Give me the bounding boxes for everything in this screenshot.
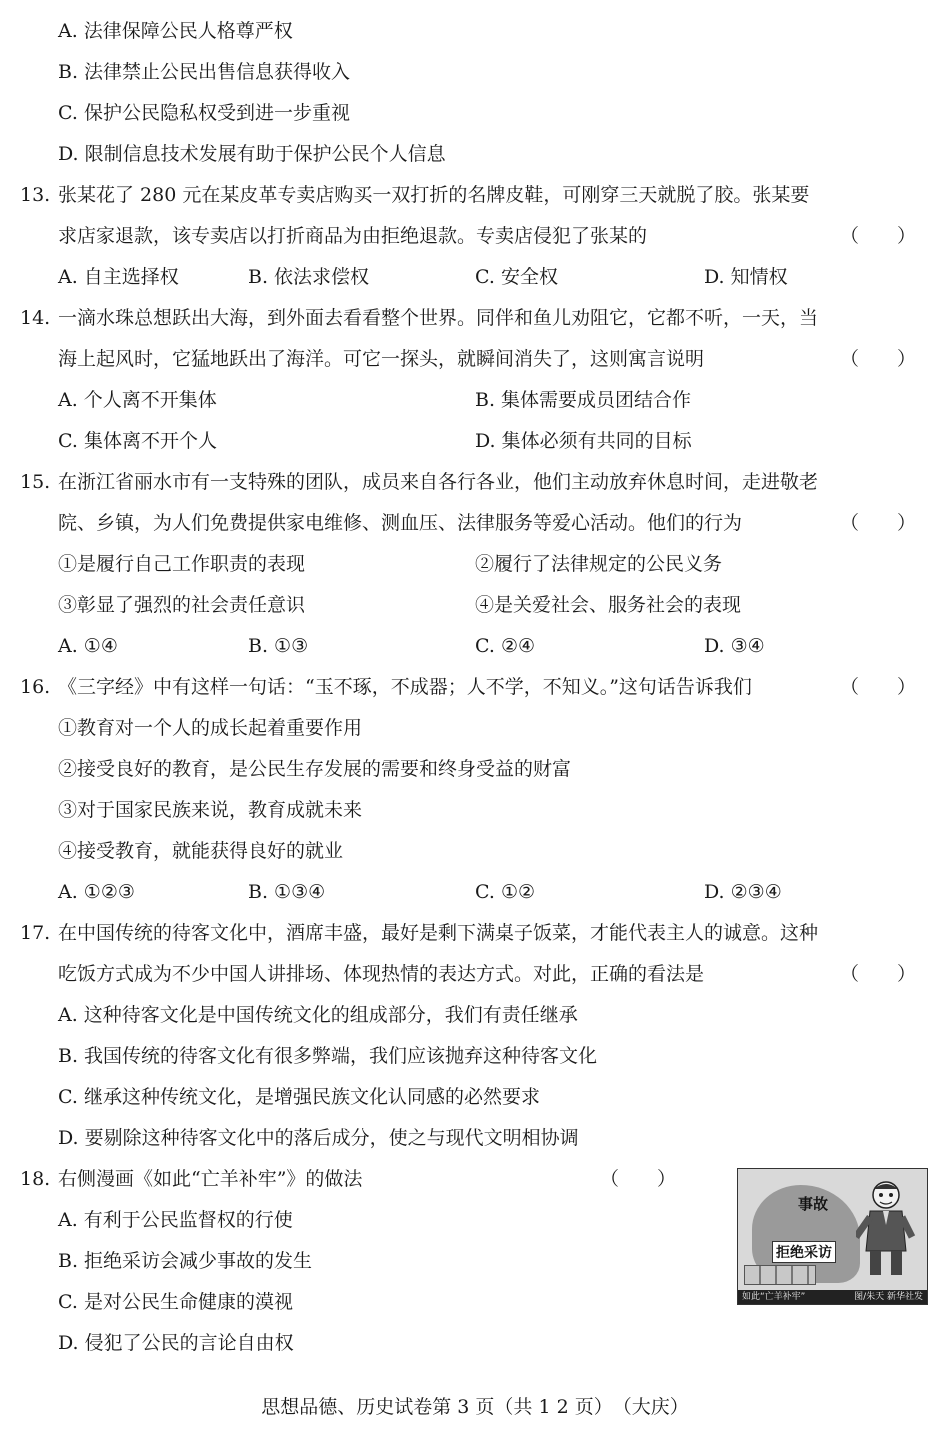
- q15-option-c: C. ②④: [475, 635, 536, 657]
- q16-statement-3: ③对于国家民族来说，教育成就未来: [58, 799, 363, 821]
- q13-option-d: D. 知情权: [704, 266, 788, 288]
- cartoon-caption-bar: [738, 1290, 927, 1304]
- q17-option-b: B. 我国传统的待客文化有很多弊端，我们应该抛弃这种待客文化: [58, 1045, 598, 1067]
- q17-option-d: D. 要剔除这种待客文化中的落后成分，使之与现代文明相协调: [58, 1127, 579, 1149]
- q18-option-b: B. 拒绝采访会减少事故的发生: [58, 1250, 313, 1272]
- q13-number: 13.: [20, 184, 51, 206]
- q14-answer-paren: （ ）: [840, 348, 917, 370]
- q18-option-c: C. 是对公民生命健康的漠视: [58, 1291, 293, 1313]
- q15-stem-line2: 院、乡镇，为人们免费提供家电维修、测血压、法律服务等爱心活动。他们的行为: [58, 512, 743, 534]
- q13-stem-line2: 求店家退款，该专卖店以打折商品为由拒绝退款。专卖店侵犯了张某的: [58, 225, 648, 247]
- q17-option-c: C. 继承这种传统文化，是增强民族文化认同感的必然要求: [58, 1086, 540, 1108]
- cartoon-label-accident: 事故: [798, 1195, 829, 1213]
- q13-option-c: C. 安全权: [475, 266, 558, 288]
- q15-option-b: B. ①③: [248, 635, 309, 657]
- q18-option-a: A. 有利于公民监督权的行使: [58, 1209, 293, 1231]
- q16-option-b: B. ①③④: [248, 881, 326, 903]
- q13-option-a: A. 自主选择权: [58, 266, 179, 288]
- q14-option-b: B. 集体需要成员团结合作: [475, 389, 692, 411]
- q17-number: 17.: [20, 922, 51, 944]
- q14-option-a: A. 个人离不开集体: [58, 389, 217, 411]
- q14-stem-line2: 海上起风时，它猛地跃出了海洋。可它一探头，就瞬间消失了，这则寓言说明: [58, 348, 705, 370]
- q12-option-d: D. 限制信息技术发展有助于保护公民个人信息: [58, 143, 446, 165]
- q18-number: 18.: [20, 1168, 51, 1190]
- q14-option-c: C. 集体离不开个人: [58, 430, 217, 452]
- q16-statement-1: ①教育对一个人的成长起着重要作用: [58, 717, 363, 739]
- cartoon-image: [737, 1168, 928, 1305]
- q15-option-d: D. ③④: [704, 635, 765, 657]
- q15-statement-4: ④是关爱社会、服务社会的表现: [475, 594, 742, 616]
- q15-statement-3: ③彰显了强烈的社会责任意识: [58, 594, 306, 616]
- page-footer: 思想品德、历史试卷第 3 页（共 1 2 页） （大庆）: [261, 1396, 689, 1418]
- q15-statement-1: ①是履行自己工作职责的表现: [58, 553, 306, 575]
- q14-stem-line1: 一滴水珠总想跃出大海，到外面去看看整个世界。同伴和鱼儿劝阻它，它都不听，一天，当: [58, 307, 819, 329]
- cartoon-caption-title: 如此“亡羊补牢”: [742, 1292, 806, 1302]
- q15-number: 15.: [20, 471, 51, 493]
- q14-option-d: D. 集体必须有共同的目标: [475, 430, 692, 452]
- q17-answer-paren: （ ）: [840, 963, 917, 985]
- q17-option-a: A. 这种待客文化是中国传统文化的组成部分，我们有责任继承: [58, 1004, 578, 1026]
- q14-number: 14.: [20, 307, 51, 329]
- q16-option-a: A. ①②③: [58, 881, 135, 903]
- q12-option-b: B. 法律禁止公民出售信息获得收入: [58, 61, 351, 83]
- q16-statement-4: ④接受教育，就能获得良好的就业: [58, 840, 344, 862]
- q18-option-d: D. 侵犯了公民的言论自由权: [58, 1332, 294, 1354]
- q15-answer-paren: （ ）: [840, 512, 917, 534]
- q16-option-c: C. ①②: [475, 881, 536, 903]
- q16-option-d: D. ②③④: [704, 881, 782, 903]
- q13-answer-paren: （ ）: [840, 225, 917, 247]
- cartoon-bricks: [744, 1265, 816, 1285]
- q13-option-b: B. 依法求偿权: [248, 266, 370, 288]
- q13-stem-line1: 张某花了 280 元在某皮革专卖店购买一双打折的名牌皮鞋，可刚穿三天就脱了胶。张某要: [58, 184, 810, 206]
- q12-option-a: A. 法律保障公民人格尊严权: [58, 20, 293, 42]
- cartoon-caption-credit: 图/朱天 新华社发: [854, 1292, 923, 1302]
- q15-statement-2: ②履行了法律规定的公民义务: [475, 553, 723, 575]
- q18-stem-line1: 右侧漫画《如此“亡羊补牢”》的做法: [58, 1168, 363, 1190]
- q12-option-c: C. 保护公民隐私权受到进一步重视: [58, 102, 350, 124]
- cartoon-official-figure: [856, 1179, 916, 1279]
- q17-stem-line1: 在中国传统的待客文化中，酒席丰盛，最好是剩下满桌子饭菜，才能代表主人的诚意。这种: [58, 922, 819, 944]
- q15-stem-line1: 在浙江省丽水市有一支特殊的团队，成员来自各行各业，他们主动放弃休息时间，走进敬老: [58, 471, 819, 493]
- q18-answer-paren: （ ）: [600, 1168, 677, 1190]
- cartoon-label-refuse-interview: 拒绝采访: [772, 1241, 836, 1263]
- q16-answer-paren: （ ）: [840, 676, 917, 698]
- q16-number: 16.: [20, 676, 51, 698]
- q16-statement-2: ②接受良好的教育，是公民生存发展的需要和终身受益的财富: [58, 758, 572, 780]
- q16-stem-line1: 《三字经》中有这样一句话：“玉不琢，不成器；人不学，不知义。”这句话告诉我们: [58, 676, 752, 698]
- q15-option-a: A. ①④: [58, 635, 118, 657]
- q17-stem-line2: 吃饭方式成为不少中国人讲排场、体现热情的表达方式。对此，正确的看法是: [58, 963, 705, 985]
